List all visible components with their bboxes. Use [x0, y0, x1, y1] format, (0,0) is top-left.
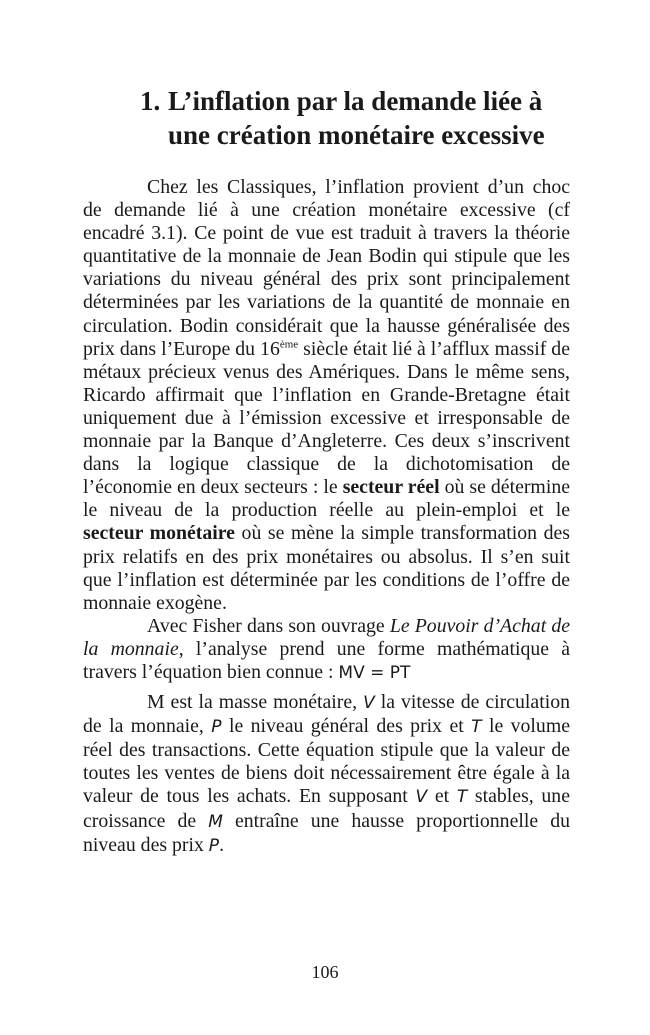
term-secteur-monetaire: secteur monétaire: [83, 522, 235, 545]
p1-text-d: où se mène la simple transformation des prix relatifs en des prix monétaires ou absolus. Il s’en suit que l’inflation est déterminée par les conditions de l’offre de monnaie exogène.: [83, 522, 571, 614]
p1-text-c: où se détermine le niveau de la production réelle au plein-emploi et le: [83, 476, 570, 522]
section-heading: [140, 84, 580, 152]
p1-text-b: siècle était lié à l’afflux massif de métaux précieux venus des Amériques. Dans le même sens, Ricardo affirmait que l’inflation en Grande-Bretagne était uniquement due à l’émission excessive et irresponsable de monnaie par la Banque d’Angleterre. Ces deux s’inscrivent dans la logique classique de la dichotomisation de l’économie en deux secteurs : le: [83, 337, 570, 499]
p2-text-b: , l’analyse prend une forme mathématique à travers l’équation bien connue :: [83, 637, 570, 683]
var-v: V: [363, 693, 375, 714]
var-t: T: [456, 787, 468, 808]
p3-text-g: entraîne une hausse proportionnelle du niveau des prix: [83, 809, 570, 856]
book-title-italic: Le Pouvoir d’Achat de la monnaie: [83, 614, 570, 660]
var-v: V: [415, 787, 428, 808]
page-number: 106: [311, 962, 339, 982]
p3-text-e: et: [427, 785, 457, 808]
superscript-eme: ème: [279, 338, 299, 351]
p3-text-f: stables, une croissance de: [83, 785, 570, 832]
p3-text-h: .: [219, 833, 225, 856]
p2-text-a: Avec Fisher dans son ouvrage: [147, 614, 390, 637]
equation: MV = PT: [338, 662, 411, 683]
p3-text-d: le volume réel des transactions. Cette équation stipule que la valeur de toutes les ventes de biens doit nécessairement être égale à la valeur de tous les achats. En supposant: [83, 715, 570, 808]
heading-line-1: L’inflation par la demande liée à: [168, 86, 543, 116]
term-secteur-reel: secteur réel: [342, 476, 440, 499]
p3-text-c: le niveau général des prix et: [221, 715, 472, 738]
section-number: 1.: [140, 86, 161, 116]
paragraph-2: [83, 615, 570, 685]
paragraph-3: [83, 691, 570, 858]
p1-text-a: Chez les Classiques, l’inflation provient d’un choc de demande lié à une création monétaire excessive (cf encadré 3.1). Ce point de vue est traduit à travers la théorie quantitative de la monnaie de Jean Bodin qui stipule que les variations du niveau général des prix sont principalement déterminées par les variations de la quantité de monnaie en circulation. Bodin considérait que la hausse généralisée des prix dans l’Europe du 16: [83, 176, 570, 360]
var-p: P: [208, 835, 220, 856]
var-p: P: [211, 717, 222, 738]
body-text: [83, 176, 570, 858]
p3-text-a: M est la masse monétaire,: [147, 691, 364, 714]
var-m: M: [208, 811, 223, 832]
paragraph-1: [83, 176, 570, 615]
var-t: T: [471, 717, 482, 738]
p3-text-b: la vitesse de circulation de la monnaie,: [83, 691, 570, 738]
heading-line-2: une création monétaire excessive: [168, 120, 545, 150]
